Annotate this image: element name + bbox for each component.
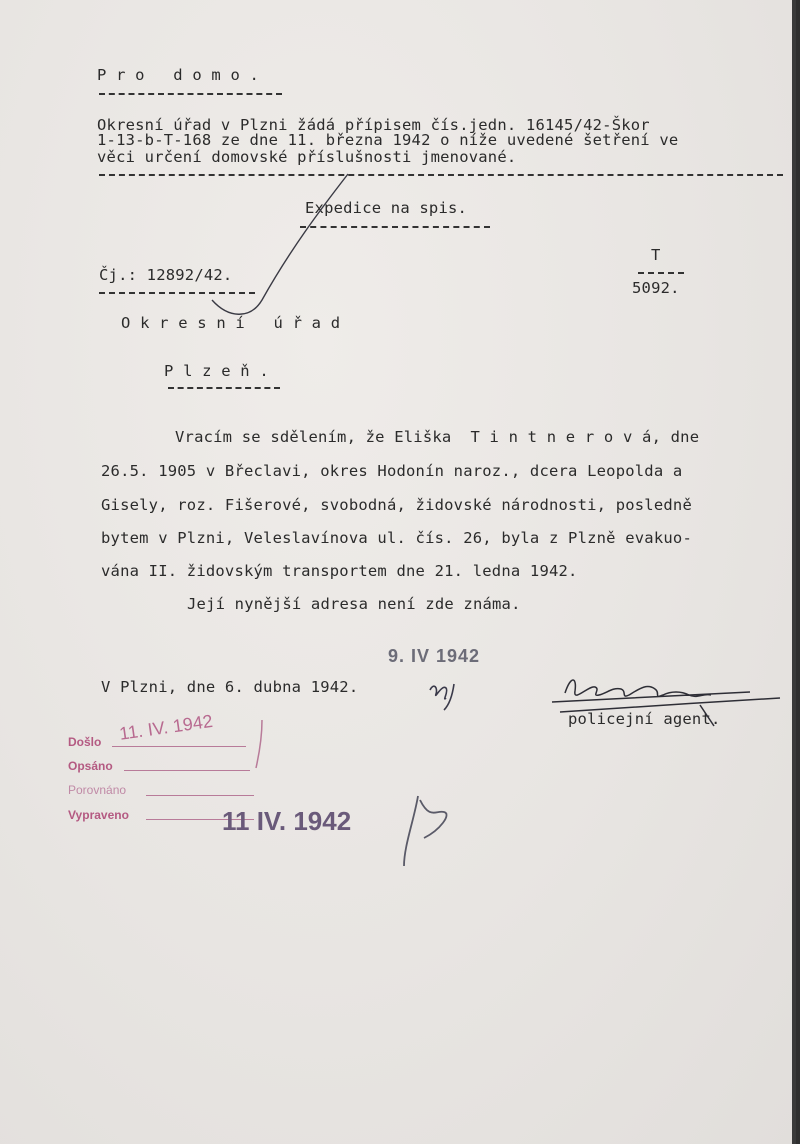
body-line-3: Gisely, roz. Fišerové, svobodná, židovské národnosti, posledně (101, 496, 692, 514)
signature-scribble (552, 680, 780, 712)
dispatch-initial (404, 796, 447, 866)
body-line-6: Její nynější adresa není zde známa. (187, 595, 521, 613)
received-date-stamp: 9. IV 1942 (388, 646, 481, 666)
expedice-checkmark (212, 174, 348, 314)
reference-number: Čj.: 12892/42. (99, 266, 233, 284)
t-mark: T (651, 246, 661, 264)
expedice-label: Expedice na spis. (305, 199, 468, 217)
body-line-2: 26.5. 1905 v Břeclavi, okres Hodonín naroz., dcera Leopolda a (101, 462, 683, 480)
intro-line-3: věci určení domovské příslušnosti jmenované. (97, 148, 517, 166)
stamp-row-doslo: Došlo (68, 735, 102, 749)
intro-line-2: 1-13-b-T-168 ze dne 11. března 1942 o níže uvedené šetření ve (97, 131, 679, 149)
body-line-5: vána II. židovským transportem dne 21. ledna 1942. (101, 562, 578, 580)
body-line-1: Vracím se sdělením, že Eliška T i n t n e r o v á, dne (175, 428, 700, 446)
addressee-office: O k r e s n í ú ř a d (121, 314, 341, 332)
stamp-row-porovnano: Porovnáno (68, 783, 127, 797)
signature-tail (700, 705, 714, 726)
initials-mark (430, 684, 454, 710)
stamp-row-vypraveno: Vypraveno (68, 808, 129, 822)
stamp-row-opsano: Opsáno (68, 759, 113, 773)
intro-line-1: Okresní úřad v Plzni žádá přípisem čís.jedn. 16145/42-Škor (97, 116, 650, 134)
stamp-date-received: 11. IV. 1942 (118, 710, 214, 744)
t-number: 5092. (632, 279, 680, 297)
place-and-date: V Plzni, dne 6. dubna 1942. (101, 678, 359, 696)
addressee-city: P l z e ň . (164, 362, 269, 380)
body-line-4: bytem v Plzni, Veleslavínova ul. čís. 26, byla z Plzně evakuo- (101, 529, 692, 547)
signature-role: policejní agent. (568, 710, 721, 728)
stamp-tick (256, 720, 262, 768)
stamp-date-dispatched: 11 IV. 1942 (222, 806, 352, 836)
pro-domo-heading: P r o d o m o . (97, 66, 260, 84)
